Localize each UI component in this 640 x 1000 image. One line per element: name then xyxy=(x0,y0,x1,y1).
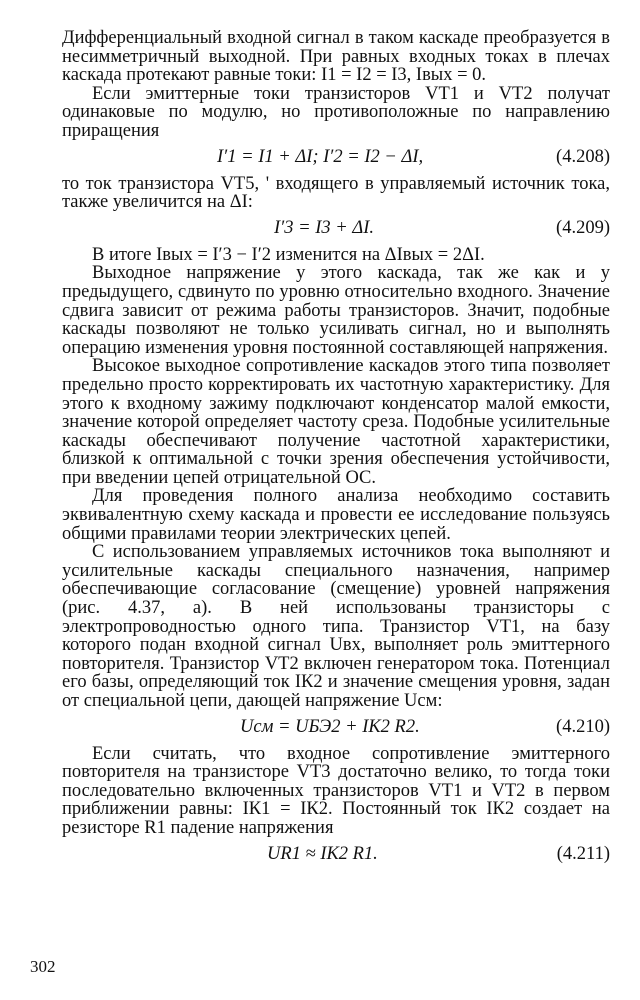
page-number: 302 xyxy=(30,957,56,976)
equation-formula: I′1 = I1 + ΔI; I′2 = I2 − ΔI, xyxy=(217,146,424,167)
paragraph-8: С использованием управляемых источников тока выполняют и усилительные каскады специального назначения, например обеспечивающие согласование (смещение) уровней напряжения (рис. 4.37, а). В ней использованы транзисторы с электропроводностью одного типа. Транзистор VT1, на базу которого подан входной сигнал Uвх, выполняет роль эмиттерного повторителя. Транзистор VT2 включен генератором тока. Потенциал его базы, определяющий ток IК2 и значение смещения уровня, задан от специальной цепи, дающей напряжение Uсм: xyxy=(62,542,610,711)
equation-formula: UR1 ≈ IК2 R1. xyxy=(267,843,378,864)
equation-4-211 xyxy=(62,840,610,870)
paragraph-5: Выходное напряжение у этого каскада, так же как и у предыдущего, сдвинуто по уровню относительно входного. Значение сдвига зависит от режима работы транзисторов. Значит, подобные каскады позволяют не только усиливать сигнал, но и выполнять операцию изменения уровня постоянной составляющей напряжения. xyxy=(62,263,610,358)
equation-number: (4.209) xyxy=(556,217,610,238)
equation-4-210 xyxy=(62,713,610,743)
paragraph-2: Если эмиттерные токи транзисторов VT1 и VT2 получат одинаковые по модулю, но противоположные по направлению приращения xyxy=(62,83,610,141)
page-body xyxy=(62,29,610,872)
equation-number: (4.211) xyxy=(556,843,610,864)
paragraph-3: то ток транзистора VT5, ' входящего в управляемый источник тока, также увеличится на ΔI: xyxy=(62,173,610,213)
equation-4-208 xyxy=(62,143,610,173)
equation-number: (4.208) xyxy=(556,146,610,167)
equation-formula: Uсм = UБЭ2 + IК2 R2. xyxy=(240,716,420,737)
equation-formula: I′3 = I3 + ΔI. xyxy=(274,217,374,238)
paragraph-9: Если считать, что входное сопротивление эмиттерного повторителя на транзисторе VT3 достаточно велико, то тогда токи последовательно включенных транзисторов VT1 и VT2 в первом приближении равны: IК1 = IК2. Постоянный ток IК2 создает на резисторе R1 падение напряжения xyxy=(62,743,610,838)
equation-number: (4.210) xyxy=(556,716,610,737)
paragraph-1: Дифференциальный входной сигнал в таком каскаде преобразуется в несимметричный выходной. При равных входных токах в плечах каскада протекают равные токи: I1 = I2 = I3, Iвых = 0. xyxy=(62,28,610,86)
paragraph-7: Для проведения полного анализа необходимо составить эквивалентную схему каскада и провести ее исследование пользуясь общими правилами теории электрических цепей. xyxy=(62,486,610,544)
equation-4-209 xyxy=(62,214,610,244)
paragraph-6: Высокое выходное сопротивление каскадов этого типа позволяет предельно просто корректировать их частотную характеристику. Для этого к входному зажиму подключают конденсатор малой емкости, значение которой определяет частоту среза. Подобные усилительные каскады обеспечивают получение частотной характеристики, близкой к оптимальной с точки зрения обеспечения устойчивости, при введении цепей отрицательной ОС. xyxy=(62,356,610,488)
paragraph-4: В итоге Iвых = I′3 − I′2 изменится на ΔIвых = 2ΔI. xyxy=(92,244,485,265)
